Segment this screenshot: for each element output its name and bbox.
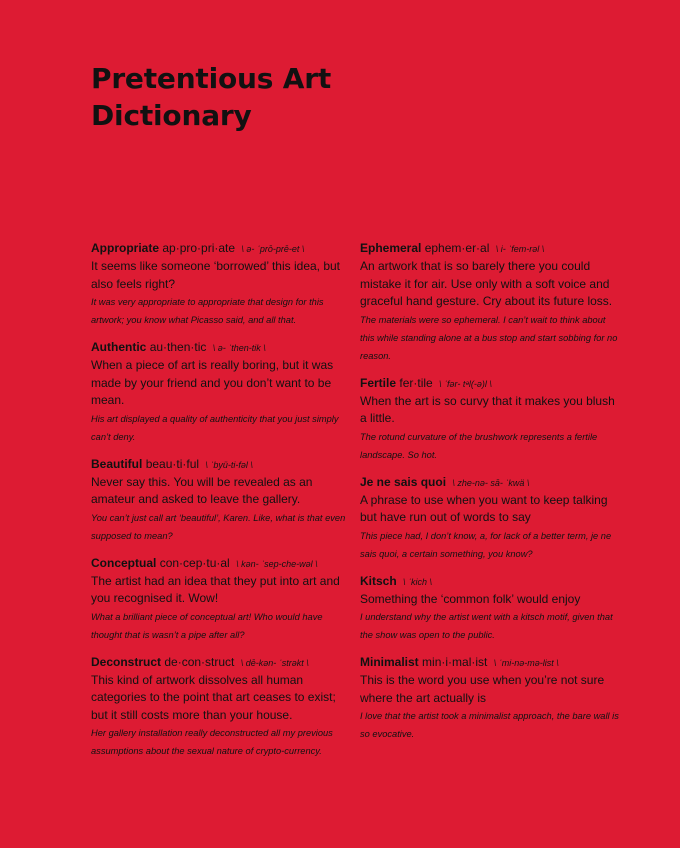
entry-syllables: min·i·mal·ist	[422, 655, 488, 669]
entry-word: Beautiful	[91, 456, 143, 471]
entry-heading	[360, 375, 622, 393]
entry-pronunciation: \ ˈmi-nə-mə-list \	[493, 658, 559, 668]
entry-pronunciation: \ kən- ˈsep-che-wəl \	[236, 558, 318, 569]
entry-word: Minimalist	[360, 655, 419, 669]
entry-pronunciation: \ zhe-nə- sā- ˈkwä \	[452, 477, 530, 488]
dictionary-entry	[91, 555, 353, 644]
entry-heading	[91, 456, 353, 474]
entry-word: Fertile	[360, 375, 397, 390]
entry-pronunciation: \ ˈfər- tᵊl(-ə)l \	[439, 378, 492, 389]
entry-heading	[91, 555, 353, 573]
dictionary-entry	[360, 474, 622, 563]
dictionary-entry	[91, 240, 353, 329]
entry-definition: Something the ‘common folk’ would enjoy	[360, 591, 581, 606]
entry-syllables: fer·tile	[399, 375, 433, 390]
dictionary-entry	[91, 339, 353, 446]
entry-example: I love that the artist took a minimalist approach, the bare wall is so evocative.	[360, 711, 619, 739]
entry-pronunciation: \ ˈkich \	[403, 576, 433, 587]
entry-syllables: de·con·struct	[164, 654, 235, 669]
entry-definition: This kind of artwork dissolves all human categories to the point that art ceases to exist; but it still costs more than your house.	[91, 672, 336, 722]
entry-example: You can’t just call art ‘beautiful’, Karen. Like, what is that even supposed to mean?	[91, 512, 346, 541]
entry-word: Deconstruct	[91, 654, 162, 669]
entry-example: The materials were so ephemeral. I can’t wait to think about this while standing alone at a bus stop and start sobbing for no reason.	[360, 314, 618, 361]
page-title: Pretentious Art Dictionary	[91, 62, 332, 132]
entry-word: Conceptual	[91, 555, 157, 570]
dictionary-entry	[360, 375, 622, 464]
entry-word: Kitsch	[360, 573, 397, 588]
entry-example: This piece had, I don’t know, a, for lack of a better term, je ne sais quoi, a certain something, you know?	[360, 530, 612, 559]
entry-word: Authentic	[91, 340, 147, 354]
left-column	[91, 240, 353, 770]
entry-definition: An artwork that is so barely there you could mistake it for air. Use only with a soft voice and graceful hand gesture. Cry about its future loss.	[360, 259, 613, 308]
entry-example: It was very appropriate to appropriate that design for this artwork; you know what Picasso said, and all that.	[91, 297, 324, 325]
entry-definition: A phrase to use when you want to keep talking but have run out of words to say	[360, 492, 608, 524]
entry-word: Je ne sais quoi	[360, 474, 447, 489]
entry-word: Ephemeral	[360, 241, 422, 255]
entry-heading	[360, 573, 622, 591]
dictionary-entry	[360, 654, 622, 743]
entry-syllables: au·then·tic	[149, 340, 207, 354]
entry-example: The rotund curvature of the brushwork represents a fertile landscape. So hot.	[360, 431, 598, 460]
dictionary-entry	[360, 240, 622, 365]
entry-heading	[91, 654, 353, 672]
entry-syllables: beau·ti·ful	[145, 456, 200, 471]
entry-heading	[91, 339, 353, 357]
entry-heading	[91, 240, 353, 258]
entry-example: I understand why the artist went with a kitsch motif, given that the show was open to the public.	[360, 612, 613, 640]
dictionary-entry	[91, 456, 353, 545]
entry-heading	[360, 240, 622, 258]
entry-definition: When a piece of art is really boring, but it was made by your friend and you don’t want to be mean.	[91, 358, 334, 407]
entry-example: What a brilliant piece of conceptual art! Who would have thought that is wasn’t a pipe after all?	[91, 611, 323, 640]
dictionary-entry	[360, 573, 622, 645]
entry-definition: When the art is so curvy that it makes you blush a little.	[360, 393, 615, 425]
entry-example: Her gallery installation really deconstructed all my previous assumptions about the sexual nature of crypto-currency.	[91, 728, 333, 756]
entry-pronunciation: \ ə- ˈprō-prē-et \	[241, 244, 305, 254]
entry-pronunciation: \ i- ˈfem-rəl \	[495, 244, 545, 254]
entry-syllables: con·cep·tu·al	[159, 555, 230, 570]
entry-heading	[360, 474, 622, 492]
dictionary-entry	[91, 654, 353, 761]
entry-pronunciation: \ dē-kən- ˈstrəkt \	[240, 657, 309, 668]
entry-word: Appropriate	[91, 241, 160, 255]
entry-syllables: ap·pro·pri·ate	[162, 241, 236, 255]
entry-pronunciation: \ ə- ˈthen-tik \	[212, 343, 266, 353]
entry-definition: Never say this. You will be revealed as an amateur and asked to leave the gallery.	[91, 474, 313, 506]
right-column	[360, 240, 622, 753]
entry-heading	[360, 654, 622, 672]
entry-example: His art displayed a quality of authenticity that you just simply can’t deny.	[91, 413, 339, 442]
entry-definition: It seems like someone ‘borrowed’ this idea, but also feels right?	[91, 259, 341, 291]
entry-definition: The artist had an idea that they put into art and you recognised it. Wow!	[91, 573, 340, 605]
entry-pronunciation: \ ˈbyü-ti-fəl \	[205, 459, 253, 470]
entry-definition: This is the word you use when you’re not sure where the art actually is	[360, 673, 605, 705]
entry-syllables: ephem·er·al	[424, 241, 490, 255]
